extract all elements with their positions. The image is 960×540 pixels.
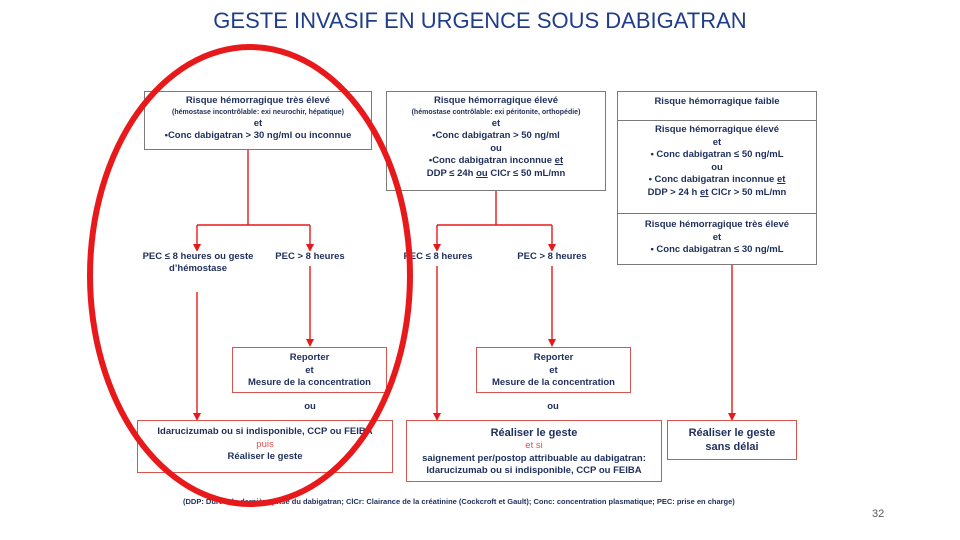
reporter-right-and: et bbox=[549, 364, 558, 376]
high-risk-ddp-text: DDP ≤ 24h bbox=[426, 167, 477, 179]
high-risk-low-conc-value: • Conc dabigatran ≤ 50 ng/mL bbox=[650, 149, 784, 160]
reporter-left-and: et bbox=[305, 364, 314, 376]
bottom-mid-bleeding: saignement per/postop attribuable au dabigatran: bbox=[422, 452, 646, 464]
high-risk-low-conc-or: ou bbox=[711, 161, 723, 173]
very-high-risk-note: (hémostase incontrôlable: exi neurochir, hépatique) bbox=[172, 108, 344, 116]
page-number: 32 bbox=[872, 508, 885, 520]
high-risk-low-conc-ddp-text: DDP > 24 h bbox=[647, 186, 701, 198]
ou-left-label: ou bbox=[304, 401, 316, 412]
high-risk-low-conc-title: Risque hémorragique élevé bbox=[654, 124, 780, 135]
high-risk-low-conc-and: et bbox=[712, 136, 722, 148]
bottom-left-box bbox=[137, 420, 393, 473]
high-risk-low-conc-unknown bbox=[618, 174, 816, 187]
pec-gt8-mid-label: PEC > 8 heures bbox=[510, 251, 594, 263]
high-risk-low-conc-ddp-and: et bbox=[700, 186, 709, 198]
low-risk-stack-box bbox=[617, 91, 817, 265]
high-risk-low-conc-unknown-and: et bbox=[776, 174, 786, 185]
page-title: GESTE INVASIF EN URGENCE SOUS DABIGATRAN bbox=[213, 8, 747, 33]
high-risk-note: (hémostase contrôlable: exi péritonite, orthopédie) bbox=[411, 108, 581, 116]
bottom-left-idarucizumab: Idarucizumab ou si indisponible, CCP ou FEIBA bbox=[157, 426, 373, 437]
high-risk-clcr-text: ClCr ≤ 50 mL/mn bbox=[487, 167, 566, 179]
low-risk-cell bbox=[618, 92, 816, 120]
pec-le8-left-label bbox=[140, 251, 256, 275]
bottom-right-perform: Réaliser le geste bbox=[688, 427, 776, 439]
reporter-right-measure: Mesure de la concentration bbox=[491, 377, 615, 388]
high-risk-ddp-or: ou bbox=[476, 167, 488, 179]
bottom-mid-box bbox=[406, 420, 662, 482]
reporter-left-measure: Mesure de la concentration bbox=[247, 377, 371, 388]
high-risk-or: ou bbox=[490, 142, 502, 154]
high-risk-unknown-and: et bbox=[554, 155, 564, 166]
high-risk-unknown-text: •Conc dabigatran inconnue bbox=[428, 155, 555, 166]
very-high-risk-low-conc-value: • Conc dabigatran ≤ 30 ng/mL bbox=[650, 244, 784, 255]
pec-le8-left-or: ou bbox=[214, 251, 226, 262]
bottom-left-then: puis bbox=[256, 438, 274, 450]
ou-mid-label: ou bbox=[547, 401, 559, 412]
reporter-right-title: Reporter bbox=[533, 352, 574, 363]
very-high-risk-low-conc-and: et bbox=[712, 231, 722, 243]
bottom-right-no-delay: sans délai bbox=[705, 441, 759, 453]
high-risk-conc: •Conc dabigatran > 50 ng/ml bbox=[432, 130, 560, 141]
pec-gt8-left-label: PEC > 8 heures bbox=[262, 251, 358, 263]
high-risk-box bbox=[386, 91, 606, 191]
pec-le8-left-hemostasis: geste d’hémostase bbox=[168, 251, 254, 274]
very-high-risk-and: et bbox=[253, 117, 263, 129]
bottom-left-perform: Réaliser le geste bbox=[227, 451, 303, 462]
very-high-risk-box bbox=[144, 91, 372, 150]
very-high-risk-low-conc-title: Risque hémorragique très élevé bbox=[644, 219, 790, 230]
pec-le8-mid-label: PEC ≤ 8 heures bbox=[396, 251, 480, 263]
high-risk-ddp bbox=[387, 168, 605, 181]
high-risk-unknown bbox=[387, 155, 605, 168]
high-risk-low-conc-unknown-text: • Conc dabigatran inconnue bbox=[648, 174, 777, 185]
high-risk-low-conc-ddp bbox=[618, 187, 816, 200]
bottom-mid-and-if: et si bbox=[525, 440, 543, 451]
low-risk-title: Risque hémorragique faible bbox=[654, 96, 780, 107]
bottom-right-box bbox=[667, 420, 797, 460]
reporter-right-box bbox=[476, 347, 631, 393]
reporter-left-box bbox=[232, 347, 387, 393]
high-risk-low-conc-clcr-text: ClCr > 50 mL/mn bbox=[708, 186, 787, 198]
very-high-risk-title: Risque hémorragique très élevé bbox=[185, 95, 331, 106]
footnote: (DDP: Durée de dernière prise du dabigatran; ClCr: Clairance de la créatinine (Cockcroft et Gault); Conc: concentration plasmatique; PEC: prise en charge) bbox=[183, 497, 735, 506]
bottom-mid-idarucizumab: Idarucizumab ou si indisponible, CCP ou FEIBA bbox=[426, 465, 642, 476]
high-risk-and: et bbox=[491, 117, 501, 129]
high-risk-low-conc-cell bbox=[618, 120, 816, 217]
reporter-left-title: Reporter bbox=[289, 352, 330, 363]
high-risk-title: Risque hémorragique élevé bbox=[433, 95, 559, 106]
very-high-risk-conc: •Conc dabigatran > 30 ng/ml ou inconnue bbox=[164, 130, 352, 141]
pec-le8-left-text: PEC ≤ 8 heures bbox=[142, 251, 212, 262]
bottom-mid-perform: Réaliser le geste bbox=[490, 427, 578, 439]
very-high-risk-low-conc-cell bbox=[618, 213, 816, 271]
